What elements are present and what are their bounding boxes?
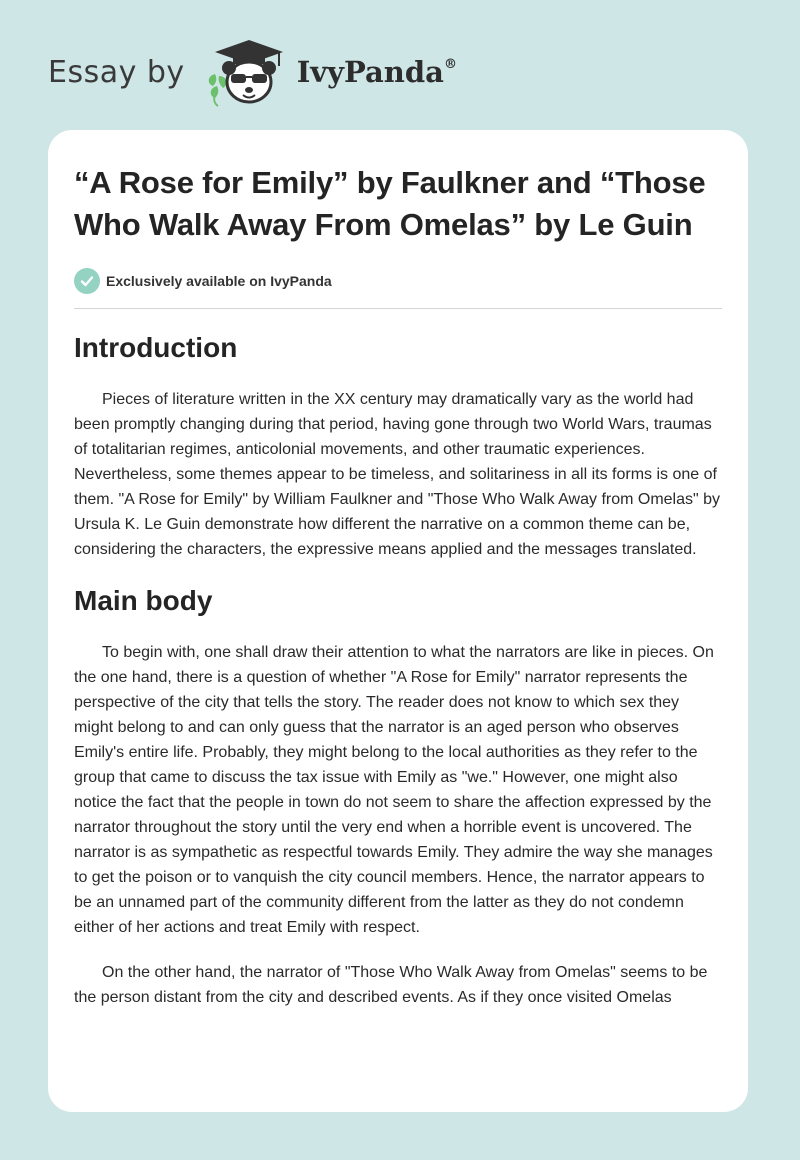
section-heading-main-body: Main body [74, 585, 213, 616]
title-divider [74, 308, 722, 309]
ivy-leaf-icon [208, 74, 226, 106]
essay-by-label: Essay by [48, 54, 185, 90]
site-header [48, 36, 457, 108]
badge-label: Exclusively available on IvyPanda [106, 273, 332, 289]
exclusive-badge [74, 268, 722, 294]
registered-mark: ® [443, 57, 457, 72]
essay-title: “A Rose for Emily” by Faulkner and “Those Who Walk Away From Omelas” by Le Guin [74, 165, 706, 242]
section-heading-introduction: Introduction [74, 332, 238, 363]
paragraph: On the other hand, the narrator of "Those Who Walk Away from Omelas" seems to be the person distant from the city and described events. As if they once visited Omelas [74, 964, 708, 1006]
check-icon [74, 268, 100, 294]
panda-logo-icon[interactable] [201, 36, 291, 108]
paragraph: Pieces of literature written in the XX century may dramatically vary as the world had been promptly changing during that period, having gone through two World Wars, traumas of totalitarian regimes, anticolonial movements, and other traumatic experiences. Nevertheless, some themes appear to be timeless, and solitariness in all its forms is one of them. "A Rose for Emily" by William Faulkner and "Those Who Walk Away from Omelas" by Ursula K. Le Guin demonstrate how different the narrative on a common theme can be, considering the characters, the expressive means applied and the messages translated. [74, 391, 721, 558]
paragraph: To begin with, one shall draw their attention to what the narrators are like in pieces. On the one hand, there is a question of whether "A Rose for Emily" narrator represents the perspective of the city that tells the story. The reader does not know to which sex they might belong to and can only guess that the narrator is an aged person who observes Emily's entire life. Probably, they might belong to the local authorities as they refer to the group that came to discuss the tax issue with Emily as "we." However, one might also notice the fact that the people in town do not seem to share the affection expressed by the narrator throughout the story until the very end when a horrible event is uncovered. The narrator is as sympathetic as respectful towards Emily. They admire the way she manages to get the poison or to vanquish the city council members. Hence, the narrator appears to be an unnamed part of the community different from the latter as they do not condemn either of her actions and treat Emily with respect. [74, 644, 714, 936]
brand-text: IvyPanda [296, 55, 444, 89]
brand-name[interactable] [297, 55, 457, 89]
essay-card [48, 130, 748, 1112]
